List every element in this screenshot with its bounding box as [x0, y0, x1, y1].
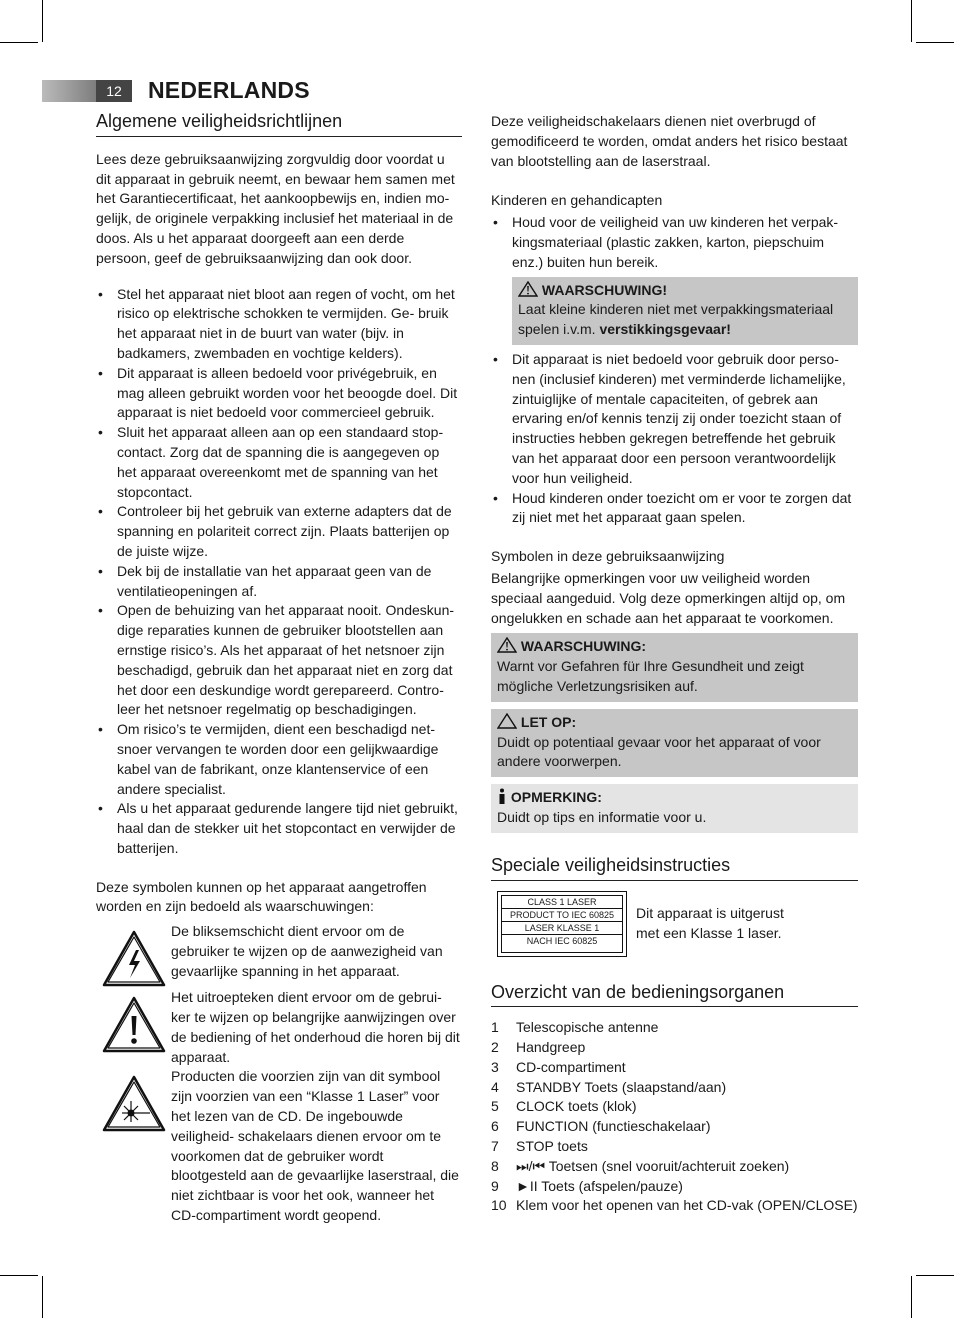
- note-title: OPMERKING:: [510, 789, 602, 806]
- list-item: • Open de behuizing van het apparaat nooit. Ondeskun- dige reparaties kunnen de gebruiker blootstellen aan ernstige risico’s. Als het apparaat of het netsnoer zijn beschadigd, gebruik dan het apparaat niet en zorg dat het door een deskundige wordt gerepareerd. Contro- leer het netsnoer regelmatig op beschadigingen.: [96, 601, 462, 720]
- special-safety-heading: Speciale veiligheidsinstructies: [491, 856, 858, 881]
- crop-mark: [0, 1275, 38, 1276]
- laser-label-line: LASER KLASSE 1: [502, 922, 622, 935]
- list-item: • Houd kinderen onder toezicht om er voor te zorgen dat zij niet met het apparaat gaan spelen.: [491, 489, 858, 529]
- warning-text: Laat kleine kinderen niet met verpakkingsmateriaal spelen i.v.m.: [518, 301, 834, 338]
- laser-info-row: [491, 891, 858, 957]
- symbols-heading: Symbolen in deze gebruiksaanwijzing: [491, 548, 725, 565]
- laser-warning-icon: [102, 1075, 166, 1133]
- caution-icon: [497, 714, 521, 730]
- symbol-text: Producten die voorzien zijn van dit symbool zijn voorzien van een “Klasse 1 Laser” voor het lezen van de CD. De ingebouwde veiligheid- schakelaars dienen ervoor om te voorkomen dat de gebruiker wordt blootgesteld aan de gevaarlijke laserstraal, die niet zichtbaar is voor het ook, wanneer het CD-compartiment wordt geopend.: [171, 1068, 459, 1224]
- controls-list: [491, 1018, 858, 1216]
- list-item: • Als u het apparaat gedurende langere tijd niet gebruikt, haal dan de stekker uit het stopcontact en verwijder de batterijen.: [96, 799, 462, 858]
- children-bullet-list-2: [491, 350, 858, 528]
- symbols-paragraph: Belangrijke opmerkingen voor uw veiligheid worden speciaal aangeduid. Volg deze opmerkingen altijd op, om ongelukken en schade aan het apparaat te voorkomen.: [491, 569, 846, 626]
- list-item: • Stel het apparaat niet bloot aan regen of vocht, om het risico op elektrische schokken te vermijden. Ge- bruik het apparaat niet in de buurt van water (bijv. in badkamers, zwembaden en vochtige kelders).: [96, 285, 462, 364]
- symbols-intro: Deze symbolen kunnen op het apparaat aangetroffen worden en zijn bedoeld als waarschuwingen:: [96, 878, 427, 915]
- list-item: 2 Handgreep: [491, 1039, 586, 1056]
- list-item: 5 CLOCK toets (klok): [491, 1098, 637, 1115]
- warning-icon: [518, 282, 542, 298]
- info-icon: [497, 789, 511, 805]
- warning-title: WAARSCHUWING:: [520, 638, 647, 655]
- list-item: 10 Klem voor het openen van het CD-vak (OPEN/CLOSE): [491, 1197, 858, 1214]
- warning-emphasis: verstikkingsgevaar!: [599, 321, 731, 338]
- safety-heading: Algemene veiligheidsrichtlijnen: [96, 112, 462, 137]
- list-item: 8 ⏭/⏮ Toetsen (snel vooruit/achteruit zoeken): [491, 1157, 790, 1174]
- list-item: 3 CD-compartiment: [491, 1058, 626, 1075]
- symbol-text: De bliksemschicht dient ervoor om de gebruiker te wijzen op de aanwezigheid van gevaarlijke spanning in het apparaat.: [171, 923, 443, 979]
- warning-title: WAARSCHUWING!: [541, 281, 668, 298]
- laser-label-line: PRODUCT TO IEC 60825: [502, 909, 622, 922]
- crop-mark: [916, 42, 954, 43]
- list-item: 7 STOP toets: [491, 1138, 588, 1155]
- caution-title: LET OP:: [520, 713, 577, 730]
- list-item: • Dit apparaat is alleen bedoeld voor privégebruik, en mag alleen gebruikt worden voor het beoogde doel. Dit apparaat is niet bedoeld voor commercieel gebruik.: [96, 364, 462, 423]
- symbol-row: [96, 1067, 462, 1225]
- list-item: • Sluit het apparaat alleen aan op een standaard stop- contact. Zorg dat de spanning die is aangegeven op het apparaat overeenkomt met de spanning van het stopcontact.: [96, 423, 462, 502]
- intro-paragraph: Lees deze gebruiksaanwijzing zorgvuldig door voordat u dit apparaat in gebruik neemt, en bewaar hem samen met het Garantiecertificaat, het aankoopbewijs en, indien mo- gelijk, de originele verpakking inclusief het materiaal in de doos. Als u het apparaat doorgeeft aan een derde persoon, geef de gebruiksaanwijzing dan ook door.: [96, 150, 455, 266]
- laser-label-line: CLASS 1 LASER: [502, 896, 622, 909]
- list-item: 6 FUNCTION (functieschakelaar): [491, 1118, 711, 1135]
- list-item: 1 Telescopische antenne: [491, 1019, 659, 1036]
- caution-box: [491, 709, 858, 777]
- list-item: 4 STANDBY Toets (slaapstand/aan): [491, 1078, 727, 1095]
- warning-box: [491, 633, 858, 701]
- exclamation-warning-icon: [102, 996, 166, 1054]
- list-item: 9 ►II Toets (afspelen/pauze): [491, 1177, 683, 1194]
- crop-mark: [911, 0, 912, 42]
- list-item: • Dek bij de installatie van het apparaat geen van de ventilatieopeningen af.: [96, 562, 462, 602]
- children-bullet-list: [491, 213, 858, 272]
- symbol-row: [96, 922, 462, 988]
- laser-class-label: [497, 891, 627, 957]
- left-column: [96, 112, 462, 1226]
- lightning-warning-icon: [102, 930, 166, 988]
- warning-text: Warnt vor Gefahren für Ihre Gesundheit und zeigt mögliche Verletzungsrisiken auf.: [497, 658, 804, 694]
- warning-box-suffocation: [512, 277, 858, 345]
- interlock-paragraph: Deze veiligheidschakelaars dienen niet overbrugd of gemodificeerd te worden, omdat anders het risico bestaat van blootstelling aan de laserstraal.: [491, 113, 848, 169]
- list-item: • Controleer bij het gebruik van externe adapters dat de spanning en polariteit correct zijn. Plaats batterijen op de juiste wijze.: [96, 502, 462, 561]
- laser-label-line: NACH IEC 60825: [526, 935, 598, 946]
- list-item: • Om risico’s te vermijden, dient een beschadigd net- snoer vervangen te worden door een gelijkwaardige kabel van de fabrikant, onze klantenservice of een andere specialist.: [96, 720, 462, 799]
- crop-mark: [42, 1276, 43, 1318]
- note-text: Duidt op tips en informatie voor u.: [497, 808, 707, 825]
- crop-mark: [0, 42, 38, 43]
- children-heading: Kinderen en gehandicapten: [491, 192, 663, 209]
- crop-mark: [916, 1275, 954, 1276]
- page-number: 12: [96, 80, 132, 102]
- note-box: [491, 784, 858, 833]
- right-column: [491, 112, 858, 1216]
- crop-mark: [911, 1276, 912, 1318]
- language-title: NEDERLANDS: [148, 77, 310, 103]
- laser-text: Dit apparaat is uitgerust met een Klasse 1 laser.: [636, 904, 784, 941]
- safety-bullet-list: [96, 285, 462, 859]
- symbol-text: Het uitroepteken dient ervoor om de gebrui- ker te wijzen op belangrijke aanwijzingen over de bediening of het onderhoud die horen bij dit apparaat.: [171, 989, 460, 1065]
- list-item: • Houd voor de veiligheid van uw kinderen het verpak- kingsmateriaal (plastic zakken, karton, piepschuim enz.) buiten hun bereik.: [491, 213, 858, 272]
- controls-heading: Overzicht van de bedieningsorganen: [491, 983, 858, 1008]
- symbol-row: [96, 988, 462, 1067]
- crop-mark: [42, 0, 43, 42]
- caution-text: Duidt op potentiaal gevaar voor het apparaat of voor andere voorwerpen.: [497, 733, 821, 770]
- warning-icon: [497, 638, 521, 654]
- list-item: • Dit apparaat is niet bedoeld voor gebruik door perso- nen (inclusief kinderen) met verminderde lichamelijke, zintuiglijke of mentale capaciteiten, of gebrek aan ervaring en/of kennis tenzij zij onder toezicht staan of instructies hebben gekregen betreffende het gebruik van het apparaat door een persoon verantwoordelijk voor hun veiligheid.: [491, 350, 858, 489]
